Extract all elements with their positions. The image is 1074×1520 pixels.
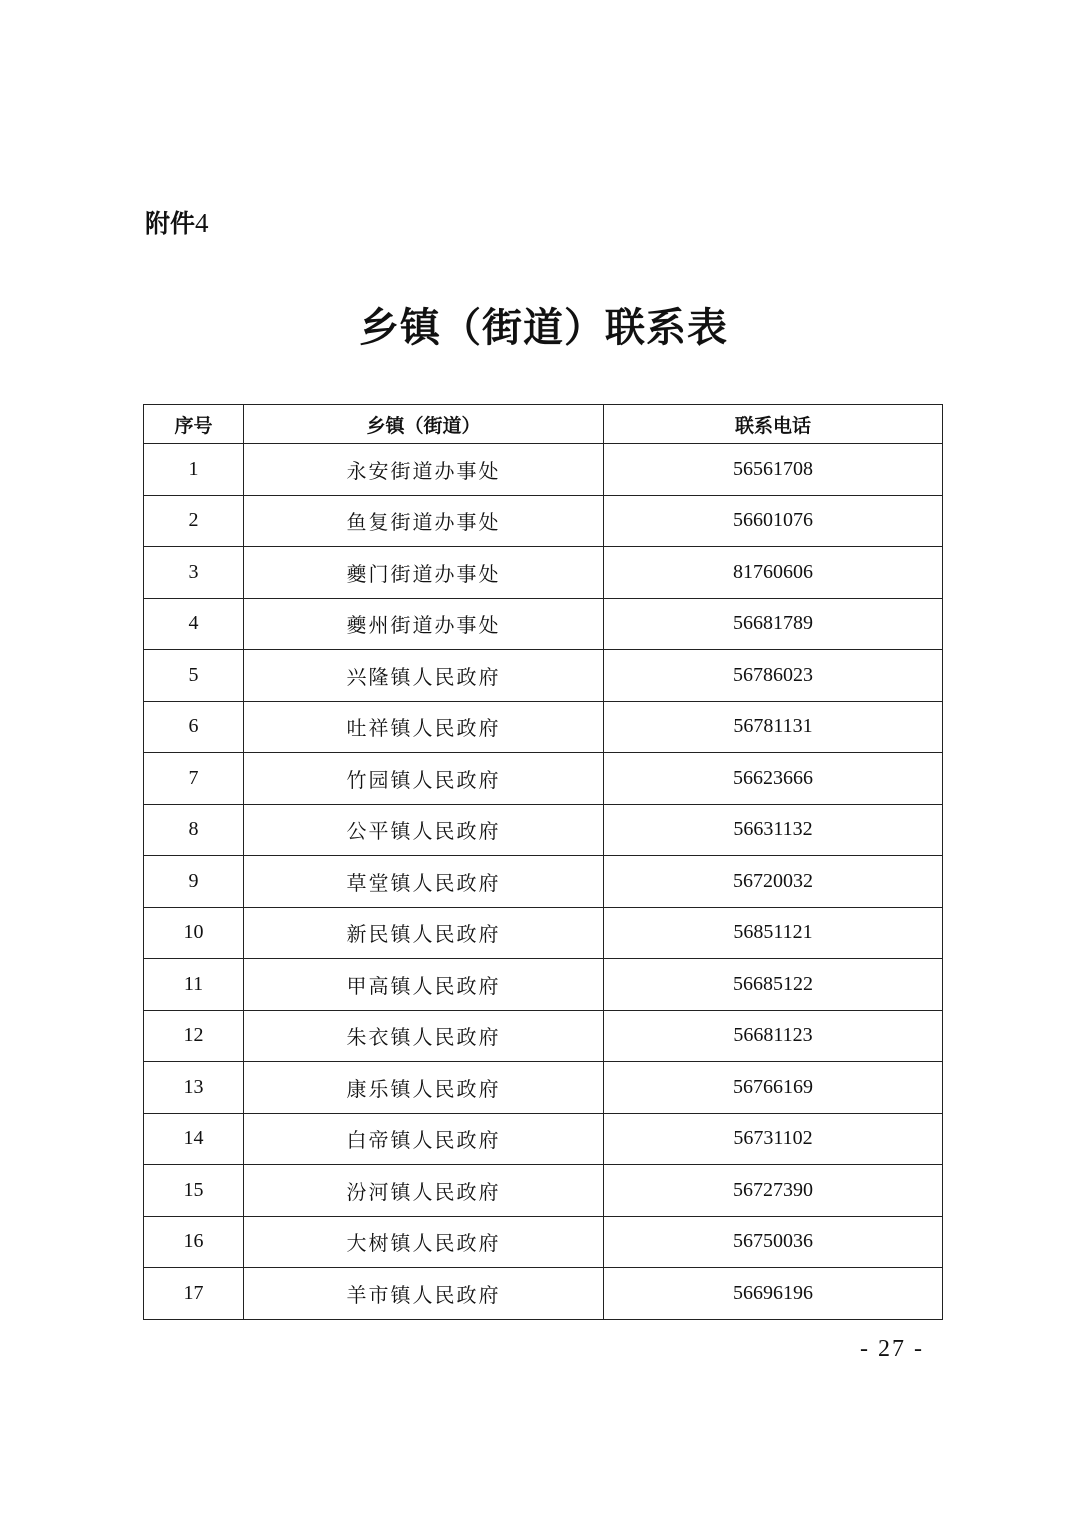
table-row <box>144 804 943 856</box>
cell-name: 竹园镇人民政府 <box>244 753 604 805</box>
cell-name: 朱衣镇人民政府 <box>244 1010 604 1062</box>
table-header-row <box>144 405 943 444</box>
cell-phone: 56786023 <box>604 650 943 702</box>
table-row <box>144 1010 943 1062</box>
cell-phone: 56561708 <box>604 444 943 496</box>
cell-name: 甲高镇人民政府 <box>244 959 604 1011</box>
contact-table <box>143 404 943 1320</box>
table-row <box>144 1165 943 1217</box>
cell-seq: 1 <box>144 444 244 496</box>
header-name: 乡镇（街道） <box>244 405 604 444</box>
cell-phone: 56766169 <box>604 1062 943 1114</box>
cell-name: 夔门街道办事处 <box>244 547 604 599</box>
attachment-number: 4 <box>195 208 209 238</box>
attachment-label <box>145 205 209 242</box>
cell-seq: 14 <box>144 1113 244 1165</box>
table-row <box>144 753 943 805</box>
cell-name: 白帝镇人民政府 <box>244 1113 604 1165</box>
header-seq: 序号 <box>144 405 244 444</box>
table-row <box>144 959 943 1011</box>
cell-seq: 2 <box>144 495 244 547</box>
cell-seq: 13 <box>144 1062 244 1114</box>
cell-phone: 56623666 <box>604 753 943 805</box>
cell-phone: 56685122 <box>604 959 943 1011</box>
cell-name: 新民镇人民政府 <box>244 907 604 959</box>
page-title: 乡镇（街道）联系表 <box>359 304 728 351</box>
cell-name: 兴隆镇人民政府 <box>244 650 604 702</box>
cell-name: 大树镇人民政府 <box>244 1216 604 1268</box>
table-row <box>144 1268 943 1320</box>
table-row <box>144 856 943 908</box>
cell-name: 鱼复街道办事处 <box>244 495 604 547</box>
header-phone: 联系电话 <box>604 405 943 444</box>
table-row <box>144 907 943 959</box>
cell-name: 羊市镇人民政府 <box>244 1268 604 1320</box>
cell-seq: 6 <box>144 701 244 753</box>
table-row <box>144 701 943 753</box>
cell-name: 吐祥镇人民政府 <box>244 701 604 753</box>
cell-name: 汾河镇人民政府 <box>244 1165 604 1217</box>
table-row <box>144 598 943 650</box>
page-number: - 27 - <box>860 1336 924 1362</box>
cell-name: 永安街道办事处 <box>244 444 604 496</box>
cell-seq: 15 <box>144 1165 244 1217</box>
table-row <box>144 650 943 702</box>
cell-phone: 56681789 <box>604 598 943 650</box>
table-row <box>144 547 943 599</box>
cell-phone: 56731102 <box>604 1113 943 1165</box>
cell-phone: 56781131 <box>604 701 943 753</box>
cell-seq: 7 <box>144 753 244 805</box>
cell-seq: 17 <box>144 1268 244 1320</box>
cell-phone: 56681123 <box>604 1010 943 1062</box>
table-row <box>144 444 943 496</box>
table-row <box>144 495 943 547</box>
attachment-label-text: 附件 <box>145 209 196 238</box>
cell-phone: 56851121 <box>604 907 943 959</box>
cell-name: 草堂镇人民政府 <box>244 856 604 908</box>
table-body <box>144 444 943 1320</box>
cell-phone: 56720032 <box>604 856 943 908</box>
cell-phone: 56750036 <box>604 1216 943 1268</box>
cell-seq: 10 <box>144 907 244 959</box>
cell-name: 夔州街道办事处 <box>244 598 604 650</box>
cell-seq: 8 <box>144 804 244 856</box>
cell-seq: 16 <box>144 1216 244 1268</box>
cell-name: 康乐镇人民政府 <box>244 1062 604 1114</box>
cell-phone: 56696196 <box>604 1268 943 1320</box>
cell-seq: 3 <box>144 547 244 599</box>
cell-phone: 56727390 <box>604 1165 943 1217</box>
cell-name: 公平镇人民政府 <box>244 804 604 856</box>
table-row <box>144 1113 943 1165</box>
cell-phone: 81760606 <box>604 547 943 599</box>
table-row <box>144 1062 943 1114</box>
cell-seq: 11 <box>144 959 244 1011</box>
cell-seq: 4 <box>144 598 244 650</box>
table-row <box>144 1216 943 1268</box>
cell-phone: 56601076 <box>604 495 943 547</box>
cell-seq: 9 <box>144 856 244 908</box>
cell-phone: 56631132 <box>604 804 943 856</box>
cell-seq: 12 <box>144 1010 244 1062</box>
cell-seq: 5 <box>144 650 244 702</box>
